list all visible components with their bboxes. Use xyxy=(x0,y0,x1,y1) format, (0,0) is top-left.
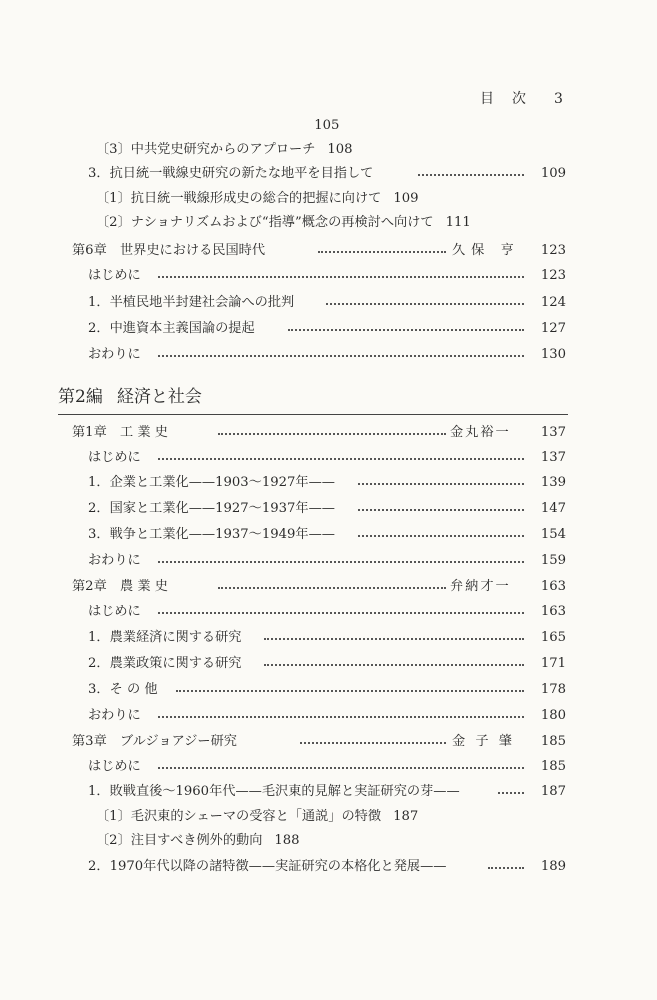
toc-entry-label: 2．中進資本主義国論の提起 xyxy=(88,321,255,336)
toc-entry-page: 163 xyxy=(540,604,566,619)
leader-dots xyxy=(158,276,524,278)
toc-entry-label: 1．農業経済に関する研究 xyxy=(88,630,242,645)
running-header xyxy=(480,88,565,108)
toc-entry[interactable] xyxy=(88,447,566,469)
part-number: 第2編 xyxy=(58,387,103,407)
toc-entry-label: はじめに xyxy=(88,450,141,465)
toc-entry[interactable] xyxy=(88,653,566,675)
toc-entry-author: 金丸裕一 xyxy=(450,425,511,440)
toc-entry-label: 〔1〕毛沢東的シェーマの受容と「通説」の特徴 xyxy=(96,809,382,824)
toc-entry-inline[interactable] xyxy=(96,830,300,852)
toc-entry-page: 111 xyxy=(445,215,471,230)
header-page-number: 3 xyxy=(554,91,565,107)
toc-entry-label: 〔2〕ナショナリズムおよび“指導”概念の再検討へ向けて xyxy=(96,215,434,230)
toc-entry[interactable] xyxy=(88,856,566,878)
part-rule xyxy=(58,414,568,415)
toc-entry-author: 久保 亨 xyxy=(452,243,520,258)
toc-entry-inline[interactable] xyxy=(96,188,419,210)
toc-entry-label: 3．抗日統一戦線史研究の新たな地平を目指して xyxy=(88,166,374,181)
toc-entry-page: 159 xyxy=(540,553,566,568)
toc-entry-page: 123 xyxy=(540,268,566,283)
toc-entry-page: 123 xyxy=(540,243,566,258)
toc-entry[interactable] xyxy=(88,498,566,520)
toc-entry-page: 147 xyxy=(540,501,566,516)
toc-entry[interactable] xyxy=(88,163,566,185)
leader-dots xyxy=(158,355,524,357)
toc-entry-label: 2．農業政策に関する研究 xyxy=(88,656,242,671)
toc-entry-label: おわりに xyxy=(88,553,141,568)
header-title: 目 次 xyxy=(480,91,528,107)
toc-entry-page: 109 xyxy=(540,166,566,181)
toc-entry-label: おわりに xyxy=(88,347,141,362)
leader-dots xyxy=(418,174,524,176)
toc-entry-page: 189 xyxy=(540,859,566,874)
toc-entry[interactable] xyxy=(88,781,566,803)
leader-dots xyxy=(264,638,524,640)
toc-entry[interactable] xyxy=(88,344,566,366)
toc-entry-label: 第6章 世界史における民国時代 xyxy=(72,243,266,258)
leader-dots xyxy=(358,535,524,537)
toc-entry-label: 1．企業と工業化——1903〜1927年—— xyxy=(88,475,335,490)
toc-entry-page: 180 xyxy=(540,708,566,723)
toc-entry[interactable] xyxy=(88,265,566,287)
toc-entry[interactable] xyxy=(88,550,566,572)
leader-dots xyxy=(176,690,524,692)
toc-entry-page: 185 xyxy=(540,734,566,749)
leader-dots xyxy=(158,767,524,769)
toc-entry-page: 109 xyxy=(393,191,419,206)
toc-entry-inline[interactable] xyxy=(96,139,353,161)
toc-entry-inline[interactable] xyxy=(96,115,339,137)
toc-entry[interactable] xyxy=(88,601,566,623)
toc-entry-page: 108 xyxy=(327,142,353,157)
toc-entry-label: 〔3〕中共党史研究からのアプローチ xyxy=(96,142,316,157)
toc-entry[interactable] xyxy=(88,756,566,778)
toc-entry-inline[interactable] xyxy=(96,212,471,234)
leader-dots xyxy=(264,664,524,666)
toc-entry-label: 1．半植民地半封建社会論への批判 xyxy=(88,295,295,310)
toc-entry-label: 2．1970年代以降の諸特徴——実証研究の本格化と発展—— xyxy=(88,859,447,874)
toc-chapter-entry[interactable] xyxy=(72,731,566,753)
toc-entry-page: 137 xyxy=(540,450,566,465)
toc-entry-author: 弁納才一 xyxy=(450,579,511,594)
toc-entry-page: 127 xyxy=(540,321,566,336)
toc-entry[interactable] xyxy=(88,705,566,727)
leader-dots xyxy=(488,867,524,869)
toc-entry-page: 187 xyxy=(393,809,419,824)
toc-entry-page: 188 xyxy=(274,833,300,848)
toc-entry-page: 139 xyxy=(540,475,566,490)
toc-entry[interactable] xyxy=(88,524,566,546)
toc-entry-author: 金 子 肇 xyxy=(452,734,515,749)
toc-chapter-entry[interactable] xyxy=(72,576,566,598)
toc-entry-page: 187 xyxy=(540,784,566,799)
leader-dots xyxy=(326,303,524,305)
toc-entry-label: 第2章 農 業 史 xyxy=(72,579,168,594)
toc-entry-label: はじめに xyxy=(88,604,141,619)
toc-entry[interactable] xyxy=(88,292,566,314)
part-title: 経済と社会 xyxy=(116,387,202,407)
toc-entry-label: 2．国家と工業化——1927〜1937年—— xyxy=(88,501,335,516)
leader-dots xyxy=(288,329,524,331)
toc-entry-page: 154 xyxy=(540,527,566,542)
toc-entry-label: 1．敗戦直後〜1960年代——毛沢東的見解と実証研究の芽—— xyxy=(88,784,460,799)
toc-entry-page: 165 xyxy=(540,630,566,645)
toc-entry-label: 〔1〕抗日統一戦線形成史の総合的把握に向けて xyxy=(96,191,382,206)
leader-dots xyxy=(158,458,524,460)
part-heading[interactable] xyxy=(58,382,202,407)
toc-entry-page: 171 xyxy=(540,656,566,671)
toc-entry-page: 124 xyxy=(540,295,566,310)
leader-dots xyxy=(498,792,524,794)
toc-entry[interactable] xyxy=(88,679,566,701)
toc-entry[interactable] xyxy=(88,318,566,340)
toc-entry-page: 105 xyxy=(314,118,340,133)
leader-dots xyxy=(318,251,446,253)
toc-entry-label: はじめに xyxy=(88,759,141,774)
toc-entry-page: 137 xyxy=(540,425,566,440)
toc-entry-inline[interactable] xyxy=(96,806,418,828)
leader-dots xyxy=(358,483,524,485)
leader-dots xyxy=(218,433,446,435)
leader-dots xyxy=(358,509,524,511)
toc-entry-page: 185 xyxy=(540,759,566,774)
toc-entry-page: 178 xyxy=(540,682,566,697)
toc-entry[interactable] xyxy=(88,472,566,494)
toc-entry-label: 3．戦争と工業化——1937〜1949年—— xyxy=(88,527,335,542)
leader-dots xyxy=(158,716,524,718)
toc-chapter-entry[interactable] xyxy=(72,240,566,262)
leader-dots xyxy=(158,612,524,614)
toc-entry-page: 130 xyxy=(540,347,566,362)
leader-dots xyxy=(158,561,524,563)
leader-dots xyxy=(300,742,446,744)
toc-entry-label: おわりに xyxy=(88,708,141,723)
toc-entry-label: 3．そ の 他 xyxy=(88,682,158,697)
toc-chapter-entry[interactable] xyxy=(72,422,566,444)
toc-entry-page: 163 xyxy=(540,579,566,594)
toc-entry[interactable] xyxy=(88,627,566,649)
toc-entry-label: はじめに xyxy=(88,268,141,283)
leader-dots xyxy=(218,587,446,589)
toc-entry-label: 第1章 工 業 史 xyxy=(72,425,168,440)
toc-entry-label: 第3章 ブルジョアジー研究 xyxy=(72,734,237,749)
toc-entry-label: 〔2〕注目すべき例外的動向 xyxy=(96,833,263,848)
